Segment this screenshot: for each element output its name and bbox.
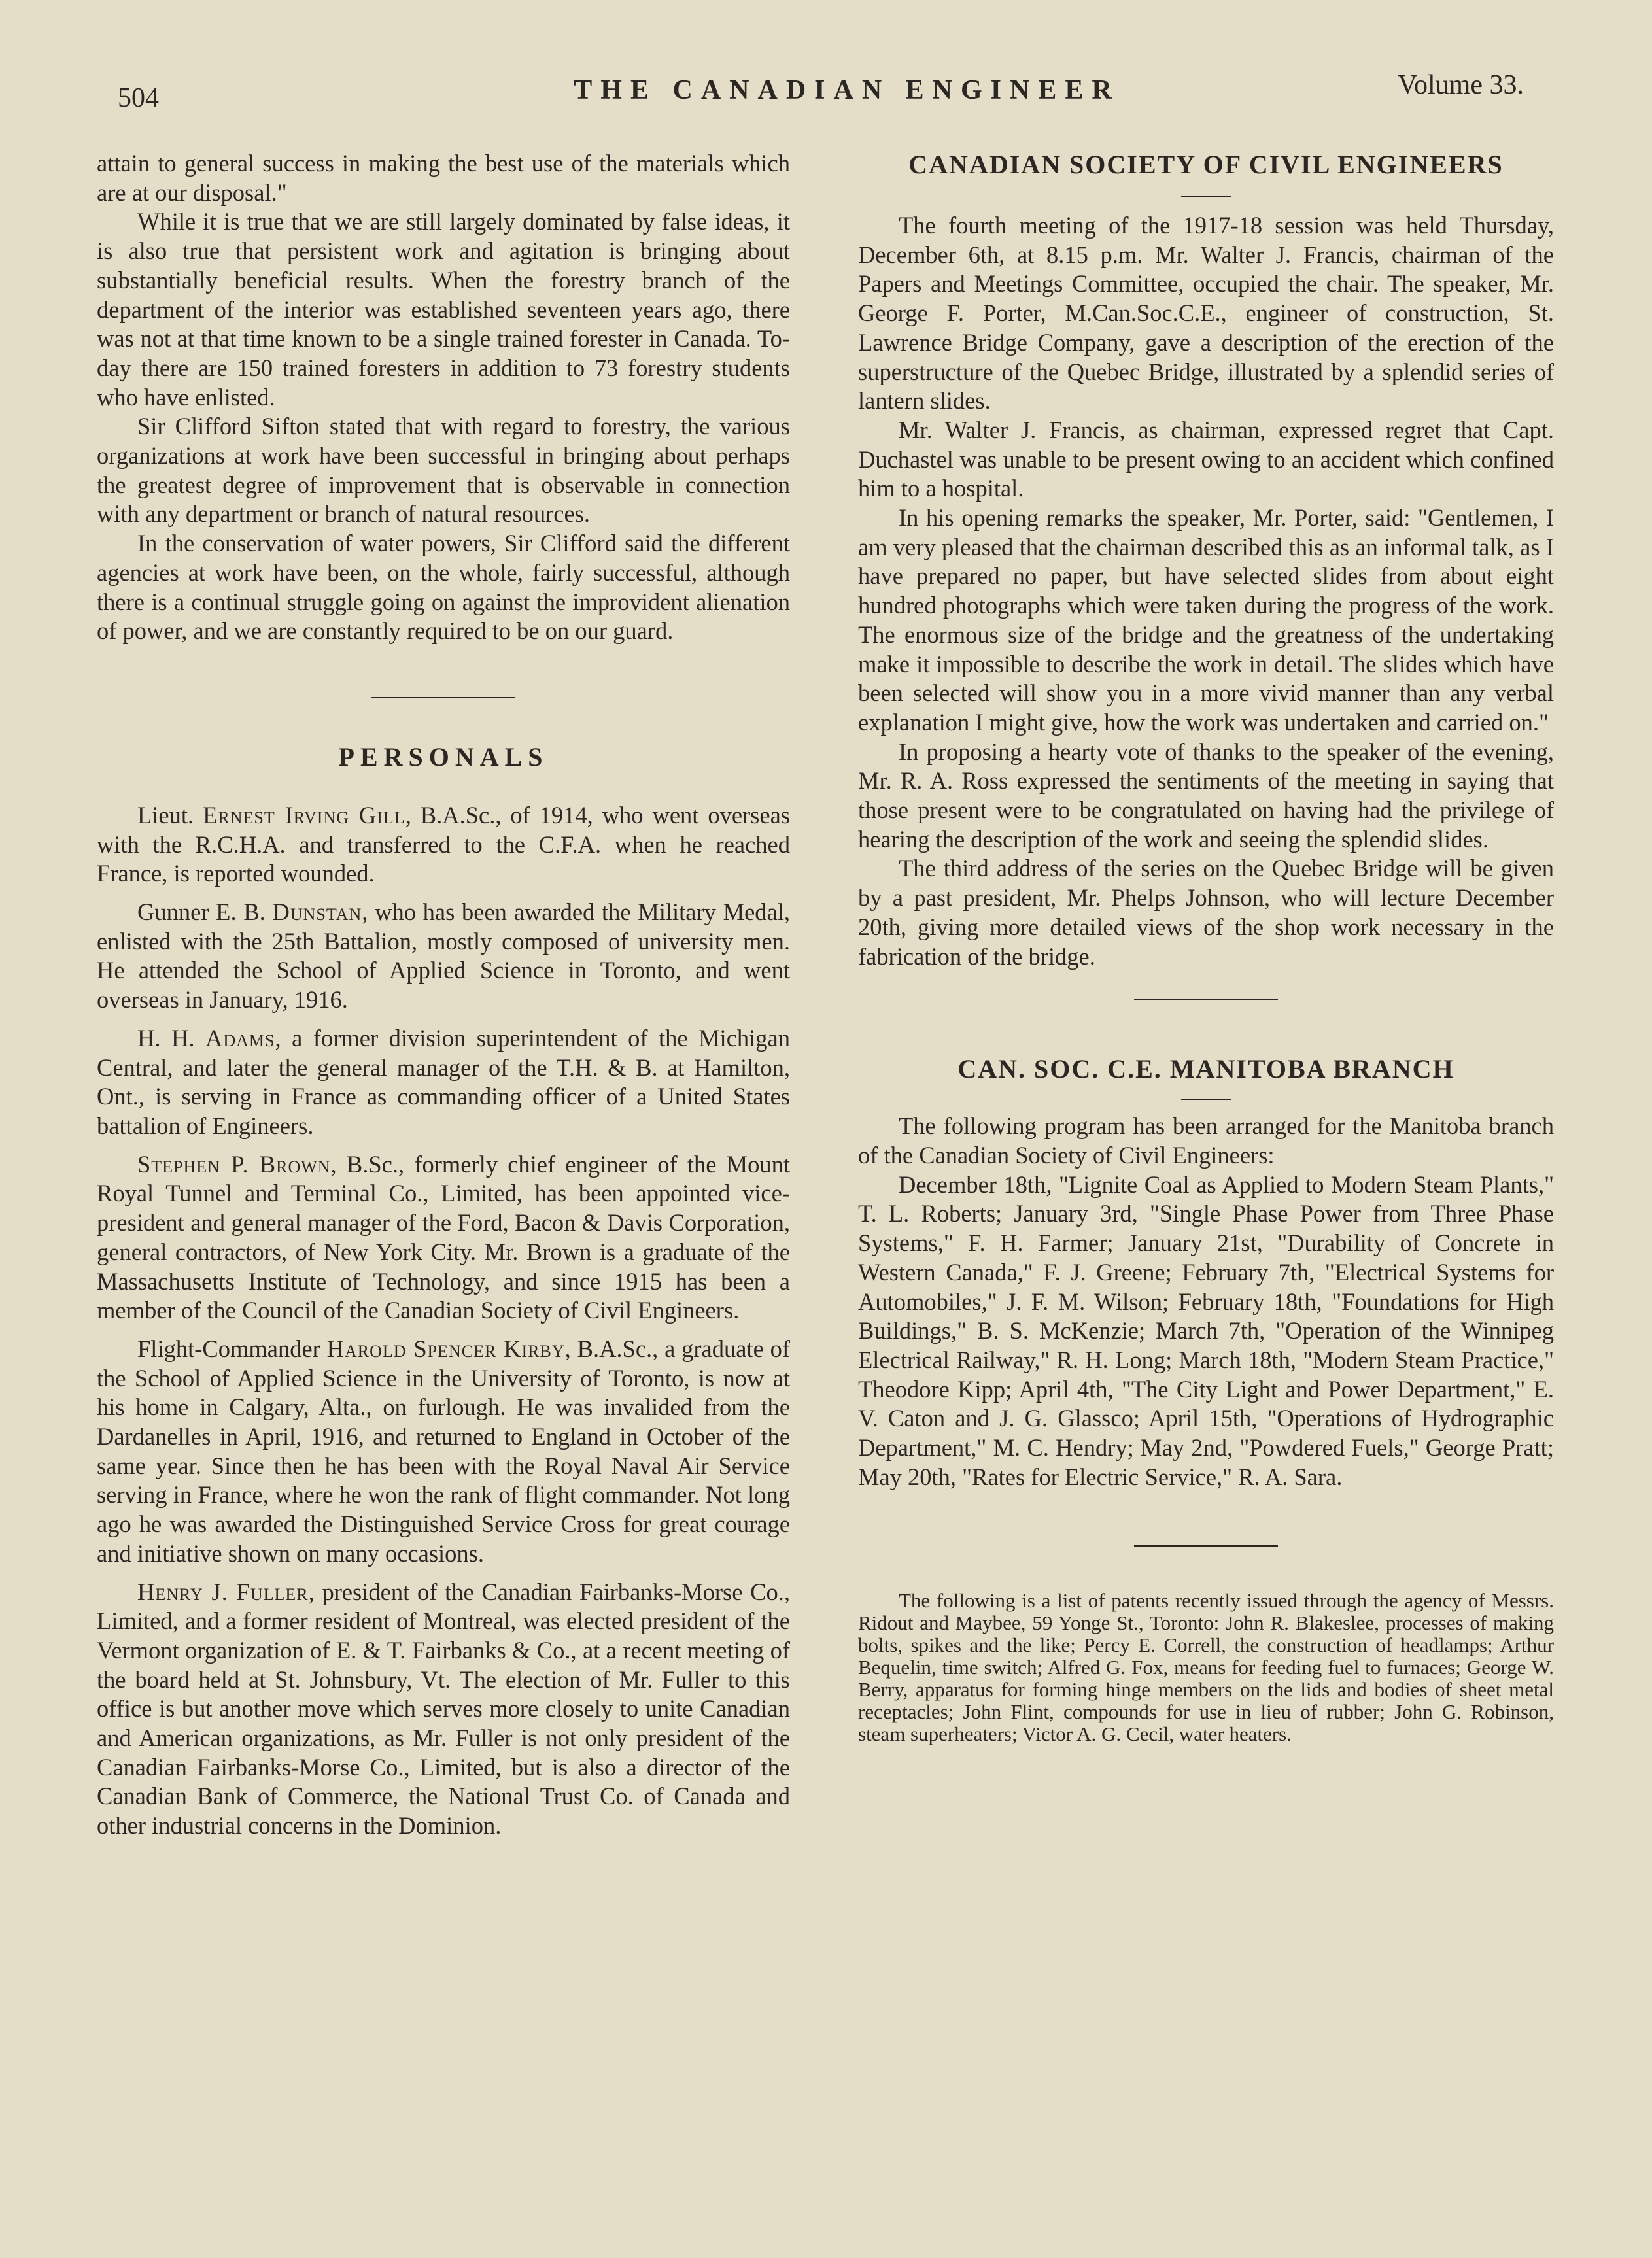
patents-paragraph: The following is a list of patents recently issued through the agency of Messrs. Ridout and Maybee, 59 Yonge St., Toronto: John R. Blakeslee, processes of making bolts, spikes and the like; Percy E. Correll, the construction of headlamps; Arthur Bequelin, time switch; Alfred G. Fox, means for feeding fuel to furnaces; George W. Berry, apparatus for forming hinge members on the lids and bodies of sheet metal receptacles; John Flint, compounds for use in lieu of rubber; John G. Robinson, steam superheaters; Victor A. G. Cecil, water heaters. <box>858 1589 1554 1746</box>
article-paragraph: The fourth meeting of the 1917-18 session was held Thursday, December 6th, at 8.15 p.m. Mr. Walter J. Francis, chairman of the Papers and Meetings Committee, occupied the chair. The speaker, Mr. George F. Porter, M.Can.Soc.C.E., engineer of construction, St. Lawrence Bridge Company, gave a description of the erection of the superstructure of the Quebec Bridge, illustrated by a splendid series of lantern slides. <box>858 212 1554 415</box>
article-paragraph: December 18th, "Lignite Coal as Applied to Modern Steam Plants," T. L. Roberts; January 3rd, "Single Phase Power from Three Phase Systems," F. H. Farmer; January 21st, "Durability of Concrete in Western Canada," F. J. Greene; February 7th, "Electrical Systems for Automobiles," J. F. M. Wilson; February 18th, "Foundations for High Buildings," B. S. McKenzie; March 7th, "Operation of the Winnipeg Electrical Railway," R. H. Long; March 18th, "Modern Steam Practice," Theodore Kipp; April 4th, "The City Light and Power Department," E. V. Caton and J. G. Glassco; April 15th, "Operations of Hydrographic Department," M. C. Hendry; May 2nd, "Powdered Fuels," George Pratt; May 20th, "Rates for Electric Service," R. A. Sara. <box>858 1171 1554 1490</box>
personal-item: Gunner E. B. Dunstan, who has been awarded the Military Medal, enlisted with the 25th Battalion, mostly composed of university men. He attended the School of Applied Science in Toronto, and went overseas in January, 1916. <box>97 898 790 1014</box>
article-paragraph: Mr. Walter J. Francis, as chairman, expressed regret that Capt. Duchastel was unable to be present owing to an accident which confined him to a hospital. <box>858 416 1554 502</box>
article-paragraph: attain to general success in making the best use of the materials which are at our disposal." <box>97 150 790 206</box>
person-name: Ernest Irving Gill <box>203 801 405 829</box>
heading-underline <box>1181 1099 1231 1100</box>
personal-item: Henry J. Fuller, president of the Canadian Fairbanks-Morse Co., Limited, and a former resident of Montreal, was elected president of the Vermont organization of E. & T. Fairbanks & Co., at a recent meeting of the board held at St. Johnsbury, Vt. The election of Mr. Fuller to this office is but another move which serves more closely to unite Canadian and American organizations, as Mr. Fuller is not only president of the Canadian Fairbanks-Morse Co., Limited, but is also a director of the Canadian Bank of Commerce, the National Trust Co. of Canada and other industrial concerns in the Dominion. <box>97 1578 790 1839</box>
journal-title: THE CANADIAN ENGINEER <box>574 75 1120 105</box>
personals-heading: PERSONALS <box>338 742 549 772</box>
article-paragraph: In the conservation of water powers, Sir Clifford said the different agencies at work have been, on the whole, fairly successful, although there is a continual struggle going on against the improvident alienation of power, and we are constantly required to be on our guard. <box>97 530 790 645</box>
person-name: Henry J. Fuller <box>137 1578 309 1605</box>
volume-number: Volume 33. <box>1398 70 1524 100</box>
article-paragraph: In proposing a hearty vote of thanks to the speaker of the evening, Mr. R. A. Ross expressed the sentiments of the meeting in saying that those present were to be congratulated on having had the privilege of hearing the description of the work and seeing the splendid slides. <box>858 738 1554 853</box>
personal-item: Lieut. Ernest Irving Gill, B.A.Sc., of 1914, who went overseas with the R.C.H.A. and transferred to the C.F.A. when he reached France, is reported wounded. <box>97 801 790 887</box>
article-paragraph: The following program has been arranged for the Manitoba branch of the Canadian Society of Civil Engineers: <box>858 1112 1554 1169</box>
person-name: Stephen P. Brown <box>137 1150 331 1178</box>
person-name: Adams <box>205 1024 275 1052</box>
section-divider <box>1134 1545 1278 1547</box>
article-paragraph: While it is true that we are still largely dominated by false ideas, it is also true that persistent work and agitation is bringing about substantially beneficial results. When the forestry branch of the department of the interior was established seventeen years ago, there was not at that time known to be a single trained forester in Canada. To-day there are 150 trained foresters in addition to 73 forestry students who have enlisted. <box>97 208 790 411</box>
article-paragraph: Sir Clifford Sifton stated that with regard to forestry, the various organizations at work have been successful in bringing about perhaps the greatest degree of improvement that is observable in connection with any department or branch of natural resources. <box>97 413 790 528</box>
page-number: 504 <box>118 83 159 113</box>
heading-underline <box>1181 196 1231 197</box>
section-divider <box>371 697 515 698</box>
csce-heading: CANADIAN SOCIETY OF CIVIL ENGINEERS <box>908 150 1504 179</box>
article-paragraph: In his opening remarks the speaker, Mr. Porter, said: "Gentlemen, I am very pleased that the chairman described this as an informal talk, as I have prepared no paper, but have selected slides from about eight hundred photographs which were taken during the progress of the work. The enormous size of the bridge and the greatness of the undertaking make it impossible to describe the work in detail. The slides which have been selected will show you in a more vivid manner than any verbal explanation I might give, how the work was undertaken and carried on." <box>858 504 1554 736</box>
person-name: Dunstan <box>272 898 362 926</box>
manitoba-heading: CAN. SOC. C.E. MANITOBA BRANCH <box>957 1054 1454 1084</box>
section-divider <box>1134 999 1278 1000</box>
personal-item: Stephen P. Brown, B.Sc., formerly chief engineer of the Mount Royal Tunnel and Terminal Co., Limited, has been appointed vice-president and general manager of the Ford, Bacon & Davis Corporation, general contractors, of New York City. Mr. Brown is a graduate of the Massachusetts Institute of Technology, and since 1915 has been a member of the Council of the Canadian Society of Civil Engineers. <box>97 1150 790 1324</box>
person-name: Harold Spencer Kirby <box>326 1335 565 1362</box>
right-column <box>858 149 1554 1745</box>
personal-item: H. H. Adams, a former division superintendent of the Michigan Central, and later the general manager of the T.H. & B. at Hamilton, Ont., is serving in France as commanding officer of a United States battalion of Engineers. <box>97 1024 790 1139</box>
page-header <box>118 65 1524 111</box>
left-column <box>97 149 790 1841</box>
personal-item: Flight-Commander Harold Spencer Kirby, B.A.Sc., a graduate of the School of Applied Science in the University of Toronto, is now at his home in Calgary, Alta., on furlough. He was invalided from the Dardanelles in April, 1916, and returned to England in October of the same year. Since then he has been with the Royal Naval Air Service serving in France, where he won the rank of flight commander. Not long ago he was awarded the Distinguished Service Cross for great courage and initiative shown on many occasions. <box>97 1335 791 1567</box>
article-paragraph: The third address of the series on the Quebec Bridge will be given by a past president, Mr. Phelps Johnson, who will lecture December 20th, giving more detailed views of the shop work necessary in the fabrication of the bridge. <box>858 855 1554 970</box>
